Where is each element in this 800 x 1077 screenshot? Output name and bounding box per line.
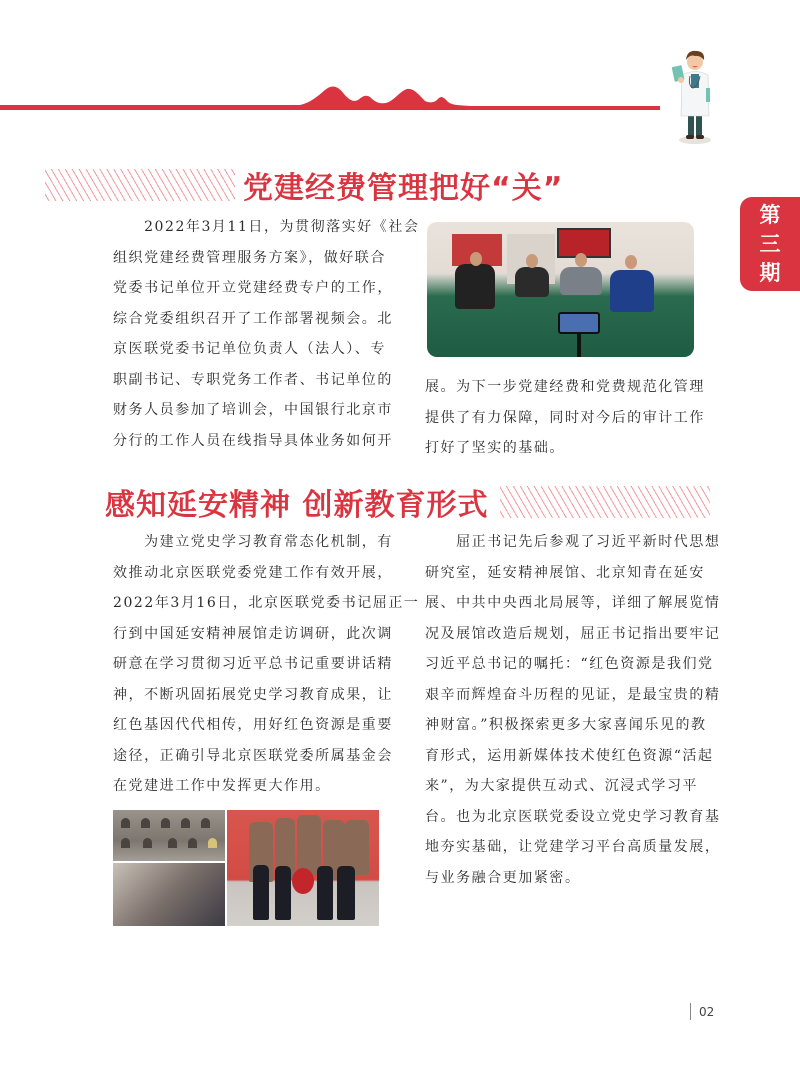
issue-tab-char: 第 [759,202,781,227]
paragraph-line: 组织党建经费管理服务方案》，做好联合 [113,249,386,266]
paragraph-line: 党委书记单位开立党建经费专户的工作， [113,280,393,296]
paragraph-line: 效推动北京医联党委党建工作有效开展， [113,564,393,581]
page-number-divider [690,1003,691,1020]
paragraph-line: 红色基因代代相传，用好红色资源是重要 [113,717,393,733]
photo-head [470,252,482,266]
photo-person [560,267,602,295]
photo-phone [558,312,600,334]
doctor-mascot-icon [660,40,730,145]
photo-head [625,255,637,269]
paragraph-line: 育形式，运用新媒体技术使红色资源“活起 [425,747,714,764]
photo-person [455,264,495,309]
section1-right-column [425,372,705,464]
paragraph-line: 综合党委组织召开了工作部署视频会。北 [113,310,393,327]
paragraph-line: 习近平总书记的嘱托：“红色资源是我们党 [425,656,714,672]
issue-tab [740,197,800,291]
photo-statue-group [227,810,379,926]
section2-title: 感知延安精神 创新教育形式 [105,488,489,523]
paragraph-line: 为建立党史学习教育常态化机制，有 [113,534,393,550]
section2-right-column [425,527,720,893]
paragraph-line: 提供了有力保障，同时对今后的审计工作 [425,409,705,426]
issue-tab-char: 期 [759,260,781,285]
paragraph-line: 神，不断巩固拓展党史学习教育成果，让 [113,686,393,703]
section1-left-column [113,212,419,456]
paragraph-line: 研究室，延安精神展馆、北京知青在延安 [425,564,705,581]
photo-person [515,267,549,297]
paragraph-line: 2022年3月11日，为贯彻落实好《社会 [113,219,420,235]
section1-title: 党建经费管理把好“关” [243,171,564,206]
paragraph-line: 在党建进工作中发挥更大作用。 [113,778,331,794]
paragraph-line: 艰辛而辉煌奋斗历程的见证，是最宝贵的精 [425,686,721,703]
issue-tab-char: 三 [759,231,781,256]
paragraph-line: 财务人员参加了培训会，中国银行北京市 [113,402,393,418]
photo-tripod [577,334,581,357]
paragraph-line: 行到中国延安精神展馆走访调研，此次调 [113,625,393,642]
page-number [690,1003,714,1020]
paragraph-line: 与业务融合更加紧密。 [425,869,581,886]
page-number-text: 02 [699,1004,715,1019]
photo-exhibition-hall [113,863,225,926]
paragraph-line: 神财富。”积极探索更多大家喜闻乐见的教 [425,717,707,733]
paragraph-line: 台。也为北京医联党委设立党史学习教育基 [425,808,721,825]
paragraph-line: 职副书记、专职党务工作者、书记单位的 [113,371,393,388]
paragraph-line: 2022年3月16日，北京医联党委书记屈正一 [113,595,420,611]
section1-title-row [45,163,563,207]
meeting-photo [427,222,694,357]
paragraph-line: 途径，正确引导北京医联党委所属基金会 [113,747,393,764]
title-stripes-decoration [45,169,235,201]
section2-left-column [113,527,419,802]
photo-building [113,810,225,861]
paragraph-line: 屈正书记先后参观了习近平新时代思想 [425,534,721,550]
title-stripes-decoration [500,486,710,518]
photo-head [575,253,587,267]
paragraph-line: 京医联党委书记单位负责人（法人）、专 [113,341,386,357]
yanan-visit-photo-collage [113,810,379,926]
paragraph-line: 展。为下一步党建经费和党费规范化管理 [425,379,705,395]
photo-head [526,254,538,268]
paragraph-line: 地夯实基础，让党建学习平台高质量发展， [425,839,721,855]
paragraph-line: 展、中共中央西北局展等，详细了解展览情 [425,595,721,611]
paragraph-line: 打好了坚实的基础。 [425,440,565,456]
photo-person [610,270,654,312]
paragraph-line: 况及展馆改造后规划，屈正书记指出要牢记 [425,625,721,642]
paragraph-line: 研意在学习贯彻习近平总书记重要讲话精 [113,656,393,672]
paragraph-line: 来”，为大家提供互动式、沉浸式学习平 [425,778,699,794]
paragraph-line: 分行的工作人员在线指导具体业务如何开 [113,432,393,449]
section2-title-row [105,480,710,524]
